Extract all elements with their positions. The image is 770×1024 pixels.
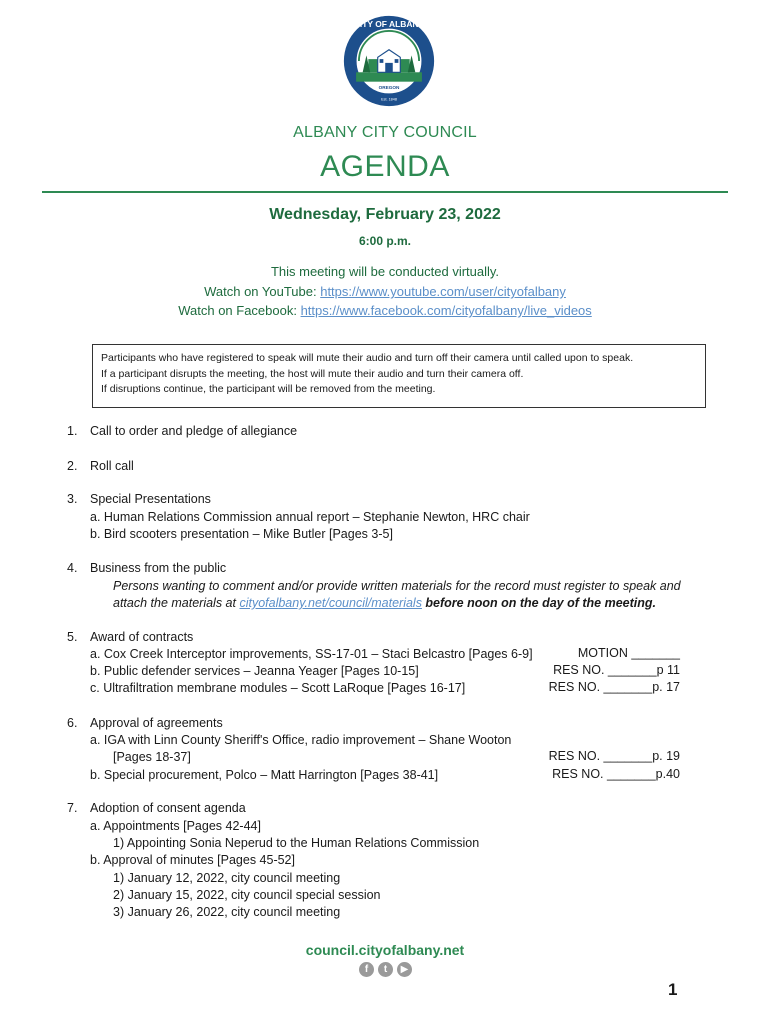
item-number: 2. bbox=[67, 459, 78, 473]
svg-text:CITY OF ALBANY: CITY OF ALBANY bbox=[353, 19, 425, 30]
motion-field: MOTION _______ bbox=[577, 646, 680, 660]
subitem: a. IGA with Linn County Sheriff's Office, radio improvement – Shane Wooton bbox=[90, 733, 512, 747]
youtube-line bbox=[0, 284, 770, 299]
subitem: c. Ultrafiltration membrane modules – Scott LaRoque [Pages 16-17] bbox=[90, 681, 466, 695]
sub-subitem: 1) January 12, 2022, city council meeting bbox=[113, 871, 341, 885]
subitem: a. Cox Creek Interceptor improvements, SS-17-01 – Staci Belcastro [Pages 6-9] bbox=[90, 647, 533, 661]
twitter-icon[interactable]: t bbox=[378, 962, 393, 977]
meeting-date: Wednesday, February 23, 2022 bbox=[269, 206, 501, 223]
svg-text:OREGON: OREGON bbox=[378, 85, 400, 91]
item-roll-call: Roll call bbox=[90, 459, 134, 473]
svg-text:Est. 1848: Est. 1848 bbox=[381, 97, 397, 102]
virtual-notice: This meeting will be conducted virtually. bbox=[270, 264, 500, 279]
item-number: 7. bbox=[67, 801, 78, 815]
participant-notice-box bbox=[92, 344, 706, 408]
subitem: a. Appointments [Pages 42-44] bbox=[90, 819, 261, 833]
notice-line: Participants who have registered to speak will mute their audio and turn off their camera until called upon to speak. bbox=[101, 352, 634, 364]
public-comment-note: Persons wanting to comment and/or provide written materials for the record must register to speak and bbox=[113, 579, 681, 593]
notice-line: If disruptions continue, the participant will be removed from the meeting. bbox=[101, 383, 436, 395]
meeting-time: 6:00 p.m. bbox=[358, 234, 412, 248]
facebook-label: Watch on Facebook: bbox=[178, 303, 301, 318]
youtube-icon[interactable]: ▶ bbox=[397, 962, 412, 977]
subitem: b. Public defender services – Jeanna Yeager [Pages 10-15] bbox=[90, 664, 419, 678]
item-number: 4. bbox=[67, 561, 78, 575]
item-call-to-order: Call to order and pledge of allegiance bbox=[90, 424, 298, 438]
resolution-field: RES NO. _______p 11 bbox=[553, 663, 680, 677]
page-title: AGENDA bbox=[320, 150, 450, 183]
item-number: 1. bbox=[67, 424, 78, 438]
sub-subitem: 2) January 15, 2022, city council special session bbox=[113, 888, 381, 902]
item-number: 3. bbox=[67, 492, 78, 506]
page-number: 1 bbox=[668, 980, 678, 999]
item-special-presentations: Special Presentations bbox=[90, 492, 211, 506]
resolution-field: RES NO. _______p. 17 bbox=[548, 680, 680, 694]
youtube-link[interactable]: https://www.youtube.com/user/cityofalbany bbox=[320, 284, 566, 299]
subitem: b. Approval of minutes [Pages 45-52] bbox=[90, 853, 295, 867]
item-consent-agenda: Adoption of consent agenda bbox=[90, 801, 246, 815]
council-name: ALBANY CITY COUNCIL bbox=[293, 124, 477, 141]
sub-subitem: 3) January 26, 2022, city council meeting bbox=[113, 905, 341, 919]
item-business-from-public: Business from the public bbox=[90, 561, 227, 575]
youtube-label: Watch on YouTube: bbox=[204, 284, 321, 299]
facebook-icon[interactable]: f bbox=[359, 962, 374, 977]
materials-link[interactable]: cityofalbany.net/council/materials bbox=[239, 596, 422, 610]
subitem: a. Human Relations Commission annual report – Stephanie Newton, HRC chair bbox=[90, 510, 530, 524]
public-comment-note bbox=[113, 595, 656, 612]
subitem: b. Bird scooters presentation – Mike Butler [Pages 3-5] bbox=[90, 527, 393, 541]
city-seal-logo bbox=[342, 14, 436, 108]
item-number: 5. bbox=[67, 630, 78, 644]
council-website-link[interactable]: council.cityofalbany.net bbox=[305, 942, 465, 958]
subitem-pages: [Pages 18-37] bbox=[113, 750, 191, 764]
item-approval-of-agreements: Approval of agreements bbox=[90, 716, 223, 730]
header-divider bbox=[42, 191, 728, 193]
notice-line: If a participant disrupts the meeting, the host will mute their audio and turn their camera off. bbox=[101, 367, 524, 380]
resolution-field: RES NO. _______p.40 bbox=[552, 767, 680, 781]
deadline-text: before noon on the day of the meeting. bbox=[421, 596, 656, 610]
item-number: 6. bbox=[67, 716, 78, 730]
note-text: attach the materials at bbox=[113, 596, 240, 610]
item-award-of-contracts: Award of contracts bbox=[90, 630, 194, 644]
facebook-line bbox=[0, 303, 770, 318]
sub-subitem: 1) Appointing Sonia Neperud to the Human Relations Commission bbox=[113, 836, 480, 850]
subitem: b. Special procurement, Polco – Matt Harrington [Pages 38-41] bbox=[90, 768, 439, 782]
resolution-field: RES NO. _______p. 19 bbox=[548, 749, 680, 763]
facebook-link[interactable]: https://www.facebook.com/cityofalbany/live_videos bbox=[300, 303, 592, 318]
